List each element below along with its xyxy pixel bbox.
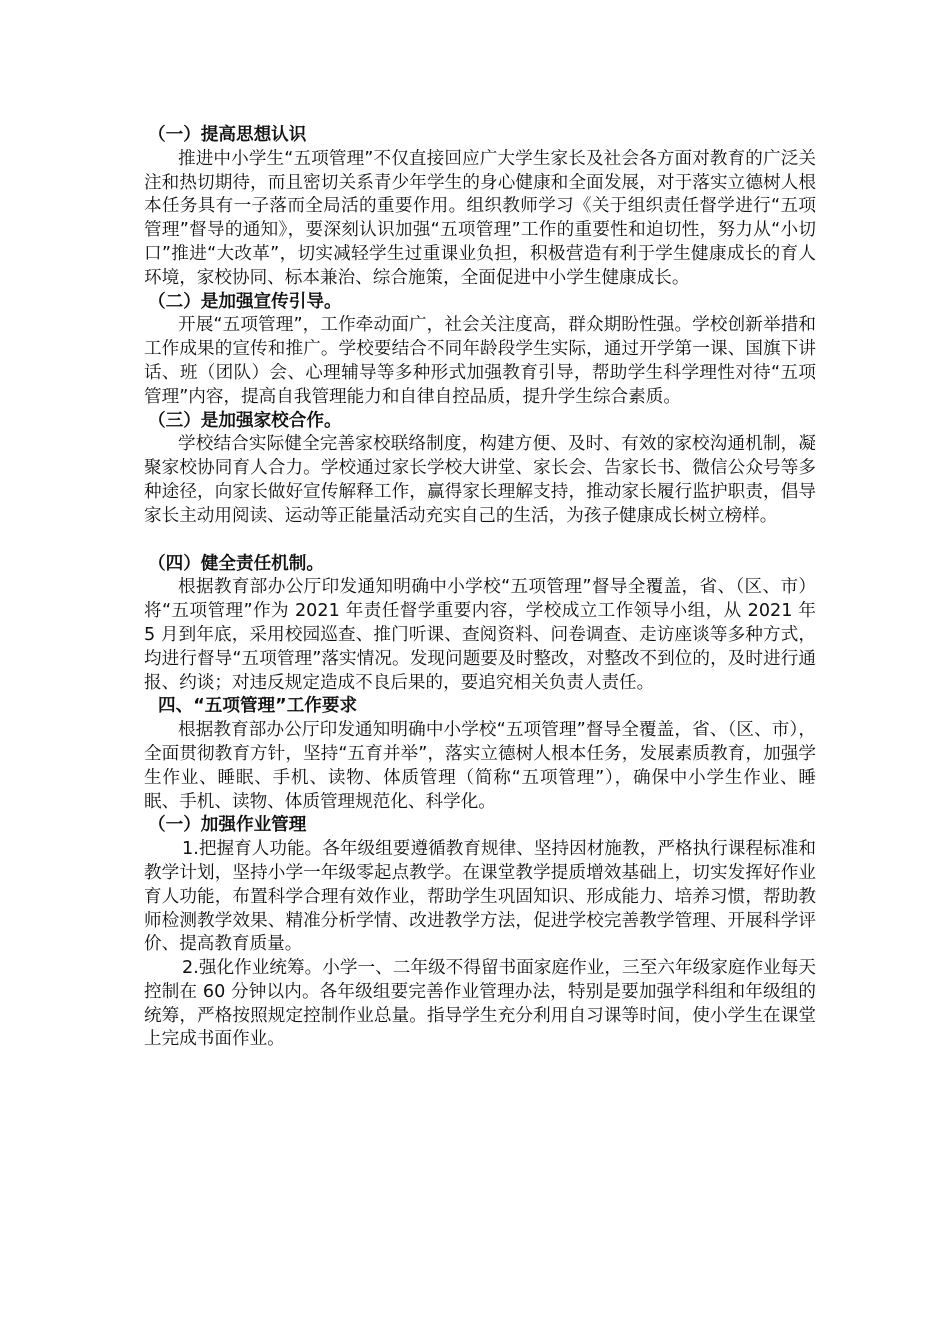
section-paragraph: 开展“五项管理”，工作牵动面广，社会关注度高，群众期盼性强。学校创新举措和工作成果的宣传和推广。学校要结合不同年龄段学生实际，通过开学第一课、国旗下讲话、班（团队）会、心理辅导等多种形式加强教育引导，帮助学生科学理性对待“五项管理”内容，提高自我管理能力和自律自控品质，提升学生综合素质。 — [144, 315, 816, 407]
numbered-paragraph: 1.把握育人功能。各年级组要遵循教育规律、坚持因材施教，严格执行课程标准和教学计划，坚持小学一年级零起点教学。在课堂教学提质增效基础上，切实发挥好作业育人功能，布置科学合理有效作业，帮助学生巩固知识、形成能力、培养习惯，帮助教师检测教学效果、精准分析学情、改进教学方法，促进学校完善教学管理、开展科学评价、提高教育质量。 — [144, 839, 816, 955]
section-paragraph: 学校结合实际健全完善家校联络制度，构建方便、及时、有效的家校沟通机制，凝聚家校协同育人合力。学校通过家长学校大讲堂、家长会、告家长书、微信公众号等多种途径，向家长做好宣传解释工作，赢得家长理解支持，推动家长履行监护职责，倡导家长主动用阅读、运动等正能量活动充实自己的生活，为孩子健康成长树立榜样。 — [144, 434, 816, 526]
section-heading: （二）是加强宣传引导。 — [148, 291, 342, 312]
section-heading: （一）提高思想认识 — [148, 125, 307, 145]
major-heading: 四、“五项管理”工作要求 — [158, 696, 358, 717]
section-heading: （一）加强作业管理 — [148, 815, 307, 836]
section-heading: （四）健全责任机制。 — [148, 553, 324, 574]
section-paragraph: 根据教育部办公厅印发通知明确中小学校“五项管理”督导全覆盖，省、（区、市）将“五项管理”作为 2021 年责任督学重要内容，学校成立工作领导小组，从 2021 年 5 月到年底，采用校园巡查、推门听课、查阅资料、问卷调查、走访座谈等多种方式，均进行督导“五项管理”落实情况。发现问题要及时整改，对整改不到位的，及时进行通报、约谈；对违反规定造成不良后果的，要追究相关负责人责任。 — [144, 577, 816, 693]
section-heading: （三）是加强家校合作。 — [148, 410, 342, 431]
numbered-paragraph: 2.强化作业统筹。小学一、二年级不得留书面家庭作业，三至六年级家庭作业每天控制在 60 分钟以内。各年级组要完善作业管理办法，特别是要加强学科组和年级组的统筹，严格按照规定控制作业总量。指导学生充分利用自习课等时间，使小学生在课堂上完成书面作业。 — [144, 958, 816, 1050]
section-paragraph: 推进中小学生“五项管理”不仅直接回应广大学生家长及社会各方面对教育的广泛关注和热切期待，而且密切关系青少年学生的身心健康和全面发展，对于落实立德树人根本任务具有一子落而全局活的重要作用。组织教师学习《关于组织责任督学进行“五项管理”督导的通知》，要深刻认识加强“五项管理”工作的重要性和迫切性，努力从“小切口”推进“大改革”，切实减轻学生过重课业负担，积极营造有利于学生健康成长的育人环境，家校协同、标本兼治、综合施策，全面促进中小学生健康成长。 — [144, 148, 816, 288]
document-page — [144, 124, 816, 1052]
blank-line — [144, 529, 816, 553]
section-paragraph: 根据教育部办公厅印发通知明确中小学校“五项管理”督导全覆盖，省、（区、市），全面贯彻教育方针，坚持“五育并举”，落实立德树人根本任务，发展素质教育，加强学生作业、睡眠、手机、读物、体质管理（简称“五项管理”），确保中小学生作业、睡眠、手机、读物、体质管理规范化、科学化。 — [144, 720, 816, 812]
